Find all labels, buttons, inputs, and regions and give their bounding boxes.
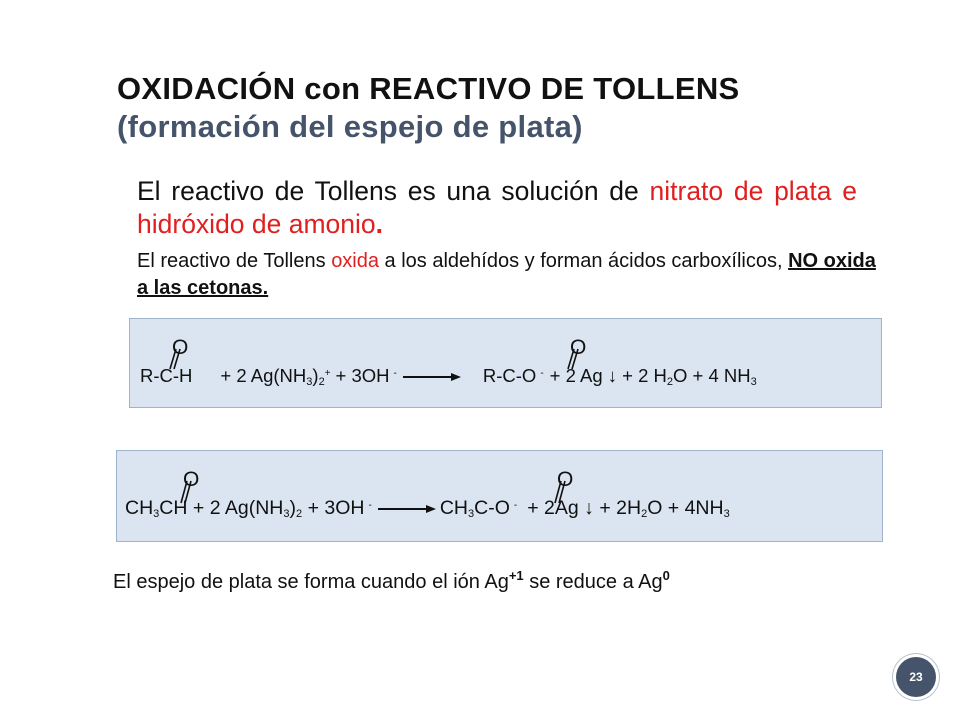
- title-line-1: OXIDACIÓN con REACTIVO DE TOLLENS: [117, 71, 740, 106]
- slide-title: [117, 70, 897, 146]
- oxygen-label: O: [570, 336, 587, 359]
- p1-red-text: nitrato de plata e hidróxido de amonio: [137, 176, 857, 239]
- p2-text-1: El reactivo de Tollens: [137, 250, 332, 272]
- oxygen-label: O: [172, 336, 189, 359]
- paragraph-tollens-oxidation: [137, 248, 877, 302]
- reaction-arrow-icon: [403, 372, 461, 382]
- p2-text-2: a los aldehídos y forman ácidos carboxílicos,: [379, 250, 789, 272]
- title-line-2: (formación del espejo de plata): [117, 109, 583, 144]
- p2-red-oxida: oxida: [331, 250, 379, 272]
- page-number-badge: 23: [896, 657, 936, 697]
- equation-box-aldehyde: [129, 318, 882, 408]
- equation-box-acetaldehyde: [116, 450, 883, 542]
- eq1-reactant: R-C-H: [140, 365, 193, 386]
- equation-acetaldehyde: $CH_3CH + 2$ $Ag(NH_3)_2 + 3OH$ - $CH_3C-O$ - + 2Ag ↓ + $2H_2O + 4NH_3$: [125, 497, 730, 520]
- footnote-silver-mirror: El espejo de plata se forma cuando el ión $Ag^{+1}$ se reduce a Ag$^0$: [113, 568, 670, 593]
- paragraph-tollens-definition: [137, 175, 857, 241]
- reaction-arrow-icon: [378, 504, 436, 514]
- p2-no-oxida: NO oxida a las cetonas.: [137, 250, 876, 299]
- equation-aldehyde: R-C-H + 2 $Ag(NH_3)_2^+ + 3OH$ - R-C-O - + 2 Ag ↓ + 2 $H_2O + 4$ $NH_3$: [140, 365, 757, 388]
- down-arrow-icon: ↓: [607, 365, 618, 386]
- p1-red-period: .: [375, 209, 384, 239]
- eq1-product: R-C-O: [482, 365, 537, 386]
- p1-text: El reactivo de Tollens es una solución de: [137, 176, 650, 206]
- oxygen-label: O: [183, 468, 200, 491]
- oxygen-label: O: [557, 468, 574, 491]
- down-arrow-icon: ↓: [584, 497, 594, 519]
